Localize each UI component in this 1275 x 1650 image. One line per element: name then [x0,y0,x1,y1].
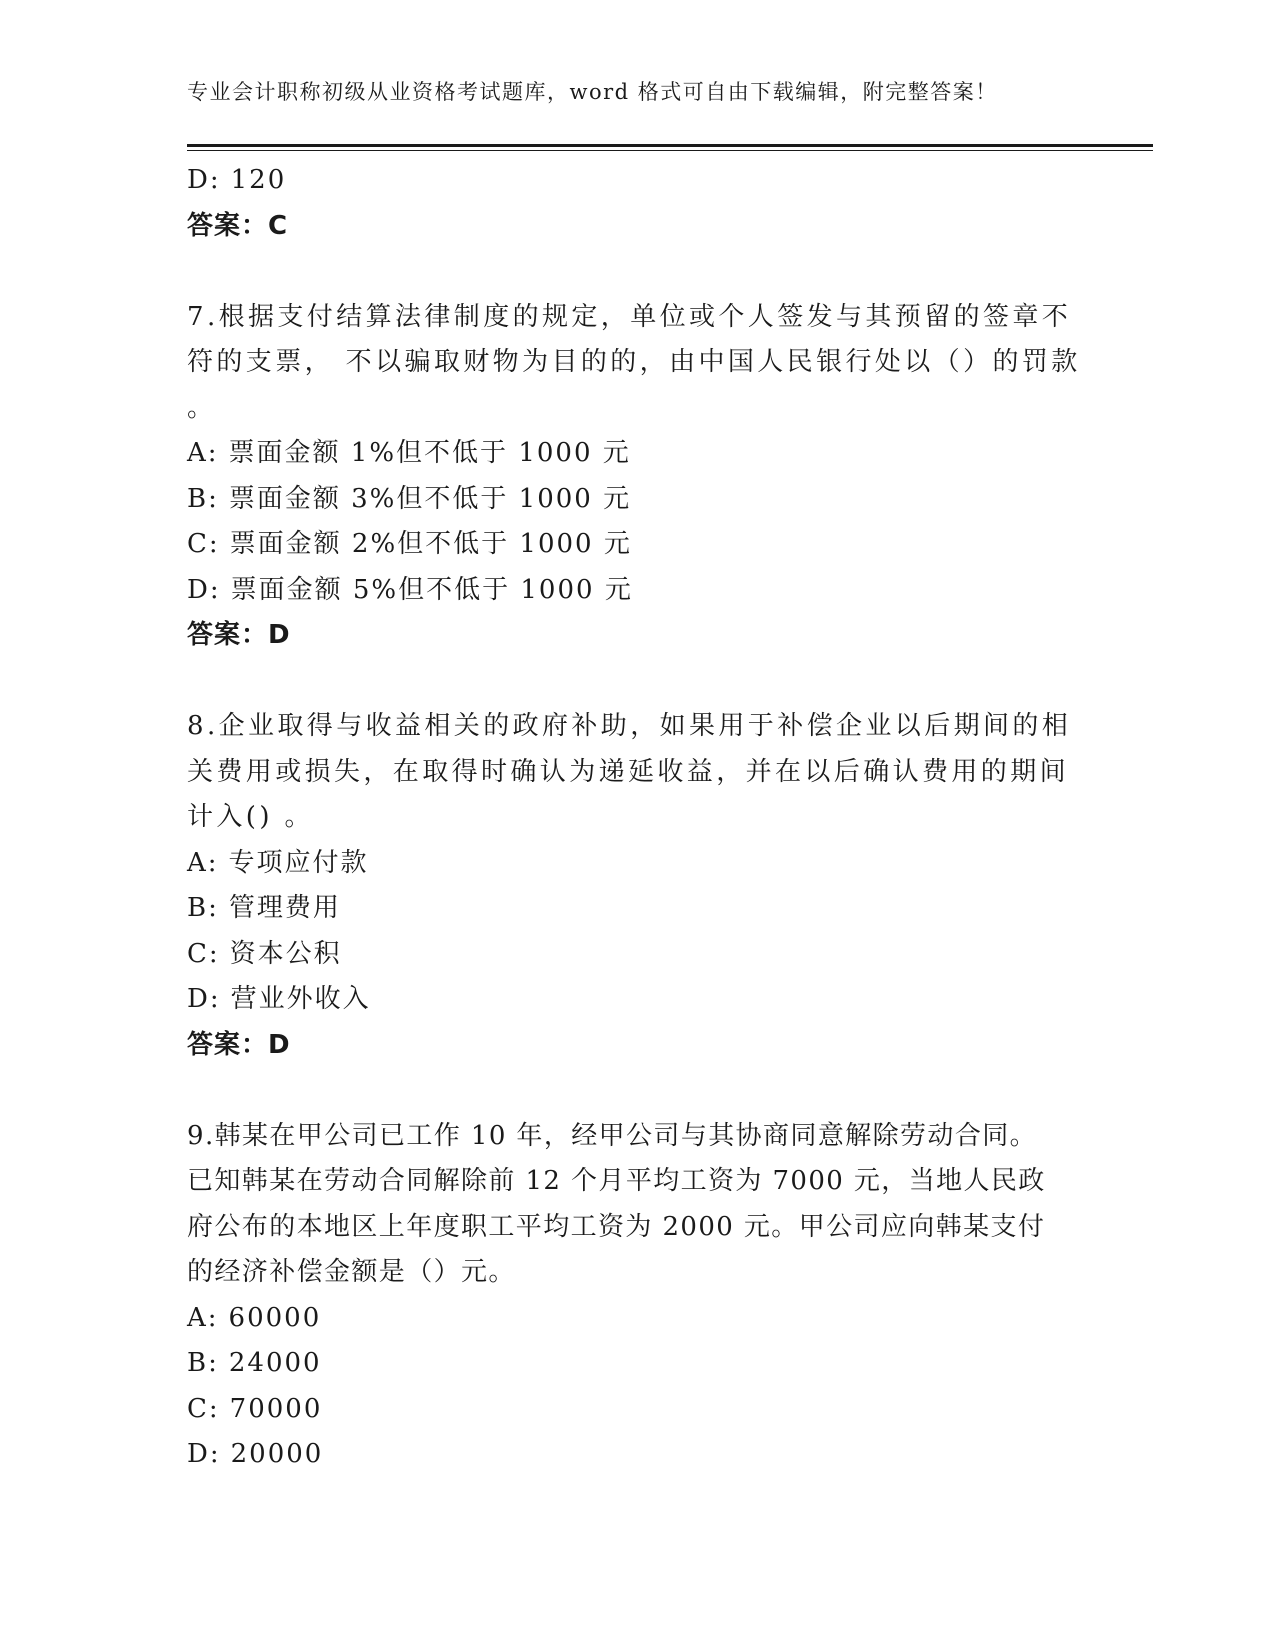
question-stem-line: 符的支票， 不以骗取财物为目的的，由中国人民银行处以（）的罚款 [187,347,1081,377]
option-text: 票面金额 1%但不低于 1000 元 [228,438,631,468]
option-d [187,977,1087,1023]
question-stem-line: 府公布的本地区上年度职工平均工资为 2000 元。甲公司应向韩某支付 [187,1211,1046,1242]
option-key: D: [187,1439,221,1469]
option-key: A: [187,847,219,878]
question-stem-line: 。 [187,392,217,423]
option-c [187,522,1087,568]
option-text: 管理费用 [228,893,341,923]
question-stem-line: 7.根据支付结算法律制度的规定，单位或个人签发与其预留的签章不 [187,301,1072,332]
option-text: 60000 [228,1302,322,1333]
header-rule-thin [187,150,1153,151]
page-header: 专业会计职称初级从业资格考试题库，word 格式可自由下载编辑，附完整答案！ [187,80,998,104]
option-text: 专项应付款 [228,847,369,878]
option-text: 票面金额 2%但不低于 1000 元 [229,529,632,559]
question-stem-line: 计入() 。 [187,802,314,832]
option-key: B: [187,1348,219,1378]
answer: 答案：D [187,620,291,650]
option-a [187,1296,1087,1342]
option-key: D: [187,574,221,605]
question-stem-line: 的经济补偿金额是（）元。 [187,1257,516,1287]
question-7 [187,295,1087,659]
prev-answer: 答案：C [187,210,289,241]
option-a [187,841,1087,887]
option-text: 120 [230,165,287,195]
option-d [187,1432,1087,1478]
question-8 [187,704,1087,1068]
header-rule-thick [187,144,1153,147]
option-text: 资本公积 [229,938,342,969]
option-text: 营业外收入 [230,984,371,1014]
option-c [187,932,1087,978]
question-stem-line: 已知韩某在劳动合同解除前 12 个月平均工资为 7000 元，当地人民政 [187,1166,1046,1196]
option-a [187,431,1087,477]
option-c [187,1387,1087,1433]
option-b [187,477,1087,523]
option-text: 24000 [228,1348,322,1378]
option-key: C: [187,529,220,559]
option-key: B: [187,893,219,923]
option-d [187,568,1087,614]
option-key: C: [187,938,220,969]
option-key: B: [187,483,219,514]
question-stem-line: 9.韩某在甲公司已工作 10 年，经甲公司与其协商同意解除劳动合同。 [187,1120,1038,1151]
option-key: D: [187,984,221,1014]
question-stem-line: 关费用或损失，在取得时确认为递延收益，并在以后确认费用的期间 [187,756,1070,787]
prev-option-d [187,158,1087,204]
option-text: 70000 [229,1393,323,1424]
option-text: 20000 [230,1439,324,1469]
option-b [187,1341,1087,1387]
option-key: A: [187,438,219,468]
option-key: D: [187,165,221,195]
option-key: A: [187,1302,219,1333]
document-body [187,158,1087,1478]
answer: 答案：D [187,1029,291,1060]
question-stem-line: 8.企业取得与收益相关的政府补助，如果用于补偿企业以后期间的相 [187,711,1072,741]
option-text: 票面金额 3%但不低于 1000 元 [228,483,632,514]
option-key: C: [187,1393,220,1424]
option-b [187,886,1087,932]
option-text: 票面金额 5%但不低于 1000 元 [230,574,633,605]
question-9 [187,1114,1087,1478]
